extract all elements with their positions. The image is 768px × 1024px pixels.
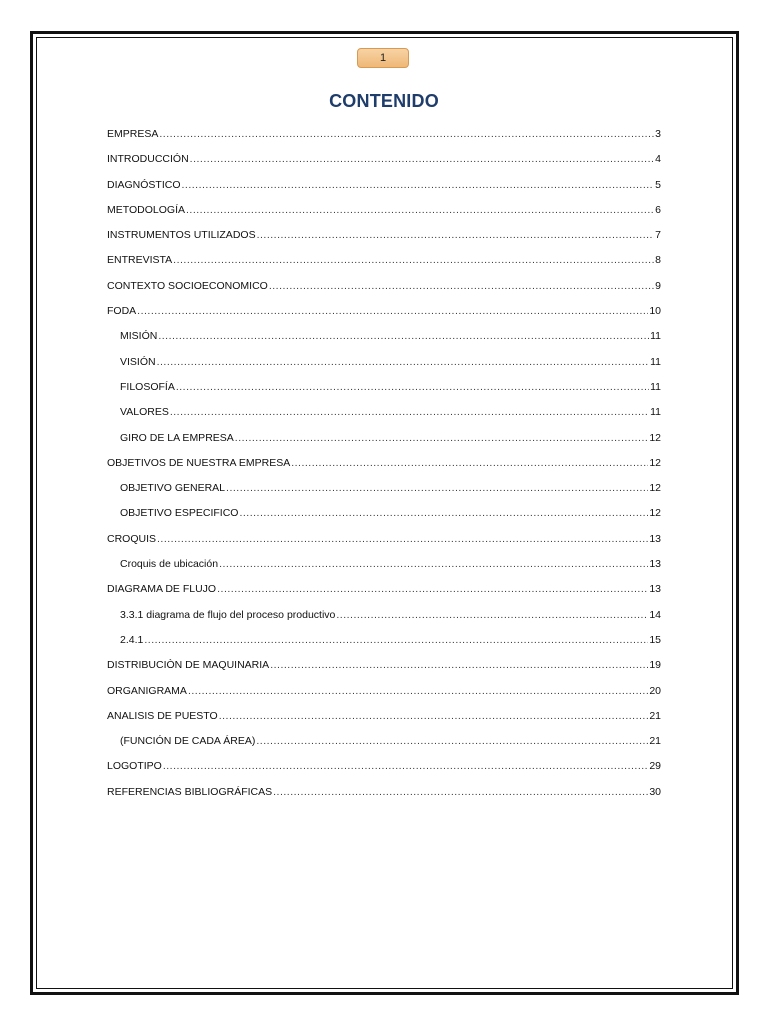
toc-entry-page: 5 [655,178,661,191]
toc-entry[interactable] [107,659,661,684]
toc-entry[interactable] [107,533,661,558]
toc-entry-page: 12 [649,482,661,495]
toc-dot-leader [158,330,649,342]
toc-entry[interactable] [107,558,661,583]
toc-entry[interactable] [107,128,661,153]
toc-entry[interactable] [107,254,661,279]
page-number-badge: 1 [357,48,409,68]
toc-dot-leader [144,634,648,646]
toc-entry-label: INSTRUMENTOS UTILIZADOS [107,229,256,242]
toc-entry-page: 4 [655,153,661,166]
toc-entry-label: Croquis de ubicación [120,558,219,571]
toc-entry-label: REFERENCIAS BIBLIOGRÁFICAS [107,785,273,798]
toc-entry-label: CROQUIS [107,532,157,545]
toc-dot-leader [269,280,654,292]
toc-entry[interactable] [107,204,661,229]
toc-entry[interactable] [107,609,661,634]
toc-entry-label: OBJETIVOS DE NUESTRA EMPRESA [107,456,291,469]
toc-dot-leader [235,432,649,444]
toc-entry-page: 6 [655,203,661,216]
toc-dot-leader [188,685,648,697]
toc-entry-label: VALORES [120,406,169,419]
toc-entry-page: 11 [650,355,661,368]
toc-entry-page: 21 [649,709,661,722]
toc-dot-leader [173,254,654,266]
toc-entry[interactable] [107,507,661,532]
toc-dot-leader [157,356,650,368]
toc-entry-label: ENTREVISTA [107,254,173,267]
toc-entry-page: 9 [655,279,661,292]
toc-dot-leader [239,507,648,519]
toc-entry[interactable] [107,634,661,659]
toc-entry-page: 15 [649,633,661,646]
toc-dot-leader [176,381,649,393]
toc-entry-page: 30 [649,785,661,798]
toc-entry-page: 11 [650,380,661,393]
toc-entry-label: VISIÓN [120,355,156,368]
toc-entry[interactable] [107,457,661,482]
toc-entry[interactable] [107,482,661,507]
toc-dot-leader [163,760,648,772]
toc-entry-label: INTRODUCCIÓN [107,153,189,166]
toc-entry[interactable] [107,179,661,204]
toc-entry-label: ORGANIGRAMA [107,684,187,697]
toc-entry-label: METODOLOGÍA [107,203,185,216]
table-of-contents [107,128,661,811]
toc-entry-label: GIRO DE LA EMPRESA [120,431,234,444]
toc-entry-page: 8 [655,254,661,267]
toc-dot-leader [336,609,648,621]
page-title: CONTENIDO [329,91,439,111]
toc-entry[interactable] [107,356,661,381]
toc-entry-page: 13 [649,558,661,571]
toc-dot-leader [157,533,648,545]
toc-entry[interactable] [107,710,661,735]
toc-entry-page: 20 [649,684,661,697]
toc-entry-label: LOGOTIPO [107,760,162,773]
toc-entry-label: FILOSOFÍA [120,380,175,393]
toc-dot-leader [256,735,648,747]
toc-entry-page: 14 [649,608,661,621]
toc-entry-label: DIAGNÓSTICO [107,178,181,191]
toc-entry[interactable] [107,305,661,330]
toc-entry[interactable] [107,432,661,457]
toc-entry-page: 29 [649,760,661,773]
toc-entry-page: 12 [649,431,661,444]
toc-entry[interactable] [107,406,661,431]
toc-entry-page: 11 [650,406,661,419]
toc-entry-page: 13 [649,532,661,545]
toc-entry-label: DIAGRAMA DE FLUJO [107,583,217,596]
toc-entry[interactable] [107,280,661,305]
toc-dot-leader [219,710,649,722]
toc-entry[interactable] [107,685,661,710]
toc-dot-leader [226,482,648,494]
toc-dot-leader [190,153,654,165]
toc-dot-leader [291,457,648,469]
toc-dot-leader [217,583,648,595]
toc-dot-leader [270,659,648,671]
toc-entry-label: (FUNCIÓN DE CADA ÁREA) [120,735,256,748]
toc-entry[interactable] [107,583,661,608]
toc-entry-label: EMPRESA [107,128,159,140]
toc-entry-label: OBJETIVO GENERAL [120,482,226,495]
toc-dot-leader [273,786,648,798]
toc-entry-label: OBJETIVO ESPECIFICO [120,507,239,520]
toc-dot-leader [170,406,649,418]
toc-entry-label: FODA [107,305,137,318]
toc-entry-page: 11 [650,330,661,343]
toc-entry-page: 12 [649,507,661,520]
toc-entry-page: 3 [655,128,661,140]
toc-entry[interactable] [107,229,661,254]
toc-entry-page: 12 [649,456,661,469]
toc-dot-leader [186,204,654,216]
toc-entry-page: 10 [649,305,661,318]
toc-entry[interactable] [107,153,661,178]
toc-dot-leader [257,229,655,241]
toc-entry-page: 13 [649,583,661,596]
toc-dot-leader [137,305,648,317]
toc-entry[interactable] [107,760,661,785]
toc-entry-page: 19 [649,659,661,672]
toc-entry[interactable] [107,381,661,406]
toc-dot-leader [182,179,655,191]
toc-entry-label: MISIÓN [120,330,158,343]
toc-entry-label: DISTRIBUCIÒN DE MAQUINARIA [107,659,270,672]
toc-dot-leader [219,558,648,570]
toc-entry-label: ANALISIS DE PUESTO [107,709,218,722]
toc-dot-leader [159,128,654,140]
toc-entry-label: 2.4.1 [120,633,144,646]
toc-entry-page: 21 [649,735,661,748]
toc-entry[interactable] [107,735,661,760]
toc-entry-page: 7 [655,229,661,242]
toc-entry-label: 3.3.1 diagrama de flujo del proceso productivo [120,608,336,621]
toc-entry[interactable] [107,330,661,355]
toc-entry[interactable] [107,786,661,811]
toc-entry-label: CONTEXTO SOCIOECONOMICO [107,279,268,292]
